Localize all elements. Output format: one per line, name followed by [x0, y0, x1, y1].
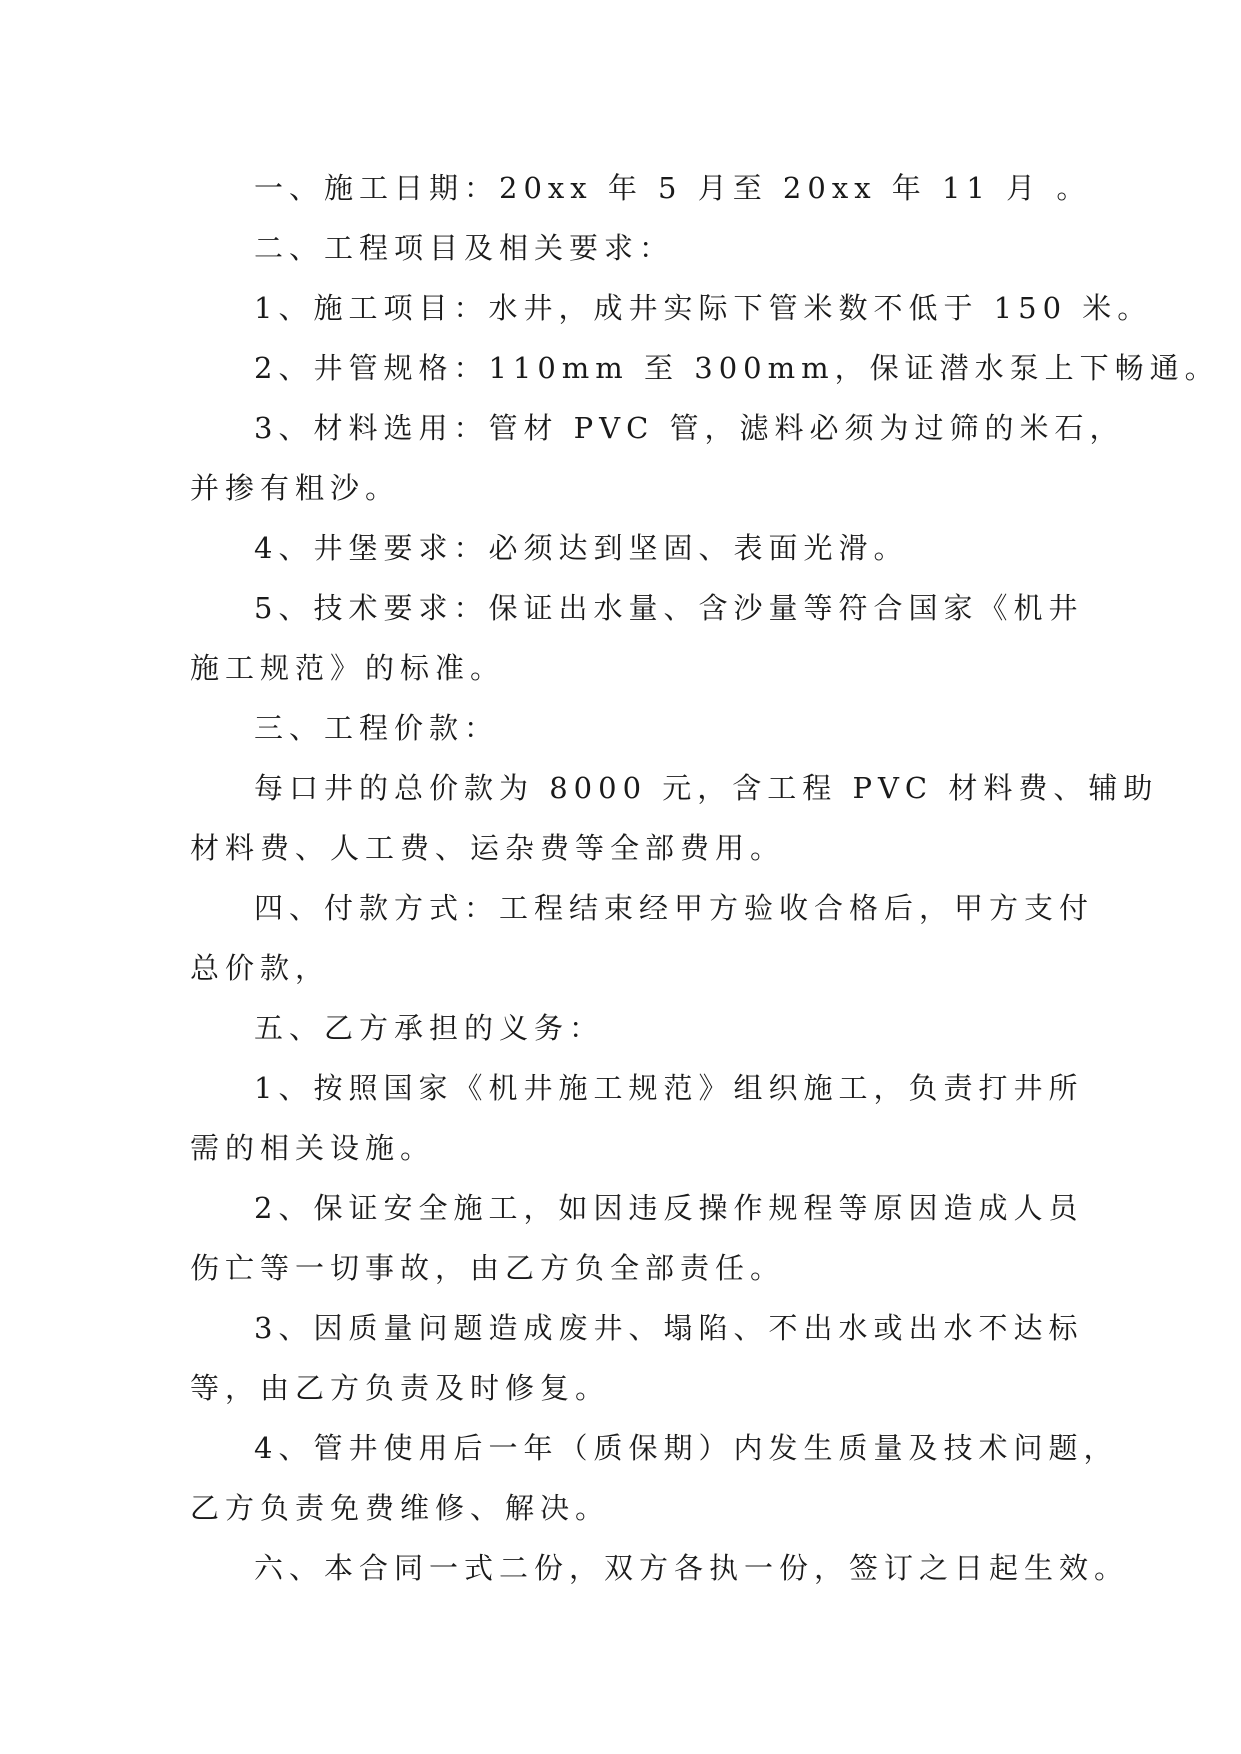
- contract-line: 4、井堡要求：必须达到坚固、表面光滑。: [254, 531, 909, 565]
- contract-line: 2、保证安全施工，如因违反操作规程等原因造成人员: [254, 1191, 1084, 1225]
- contract-line: 材料费、人工费、运杂费等全部费用。: [190, 831, 786, 865]
- contract-line: 五、乙方承担的义务：: [254, 1011, 605, 1045]
- contract-line: 1、施工项目：水井，成井实际下管米数不低于 150 米。: [254, 291, 1153, 325]
- contract-line: 三、工程价款：: [254, 711, 500, 745]
- contract-line: 四、付款方式：工程结束经甲方验收合格后，甲方支付: [254, 891, 1095, 925]
- contract-line: 六、本合同一式二份，双方各执一份，签订之日起生效。: [254, 1551, 1130, 1585]
- contract-line: 一、施工日期：20xx 年 5 月至 20xx 年 11 月 。: [254, 171, 1092, 205]
- contract-line: 二、工程项目及相关要求：: [254, 231, 675, 265]
- contract-line: 需的相关设施。: [190, 1131, 436, 1165]
- contract-line: 1、按照国家《机井施工规范》组织施工，负责打井所: [254, 1071, 1084, 1105]
- contract-line: 总价款，: [190, 951, 331, 985]
- contract-line: 施工规范》的标准。: [190, 651, 506, 685]
- contract-line: 等，由乙方负责及时修复。: [190, 1371, 611, 1405]
- contract-line: 5、技术要求：保证出水量、含沙量等符合国家《机井: [254, 591, 1084, 625]
- contract-line: 3、因质量问题造成废井、塌陷、不出水或出水不达标: [254, 1311, 1084, 1345]
- contract-line: 2、井管规格：110mm 至 300mm，保证潜水泵上下畅通。: [254, 351, 1220, 385]
- contract-line: 每口井的总价款为 8000 元，含工程 PVC 材料费、辅助: [254, 771, 1159, 805]
- contract-text-body: [190, 158, 1220, 1598]
- contract-line: 乙方负责免费维修、解决。: [190, 1491, 611, 1525]
- contract-line: 4、管井使用后一年（质保期）内发生质量及技术问题，: [254, 1431, 1119, 1465]
- contract-line: 并掺有粗沙。: [190, 471, 401, 505]
- contract-line: 伤亡等一切事故，由乙方负全部责任。: [190, 1251, 786, 1285]
- contract-line: 3、材料选用：管材 PVC 管，滤料必须为过筛的米石，: [254, 411, 1125, 445]
